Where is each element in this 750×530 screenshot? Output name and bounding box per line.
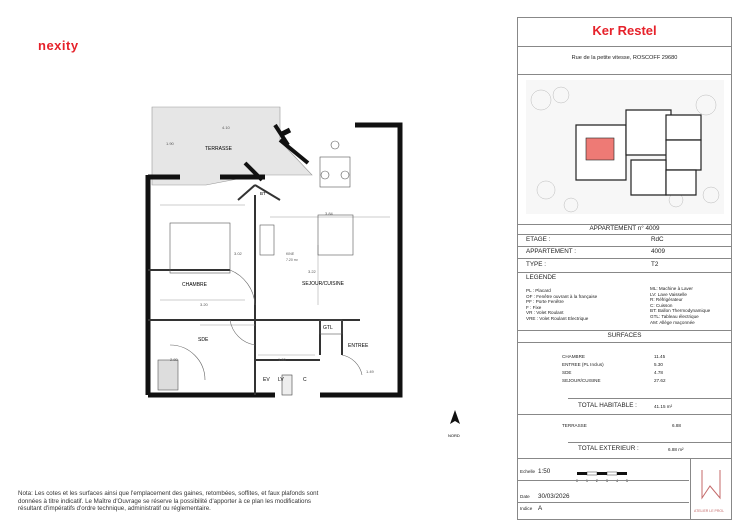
legend-item: ML: Machine à Laver <box>650 286 693 291</box>
legend-item: C: Cuisson <box>650 302 673 308</box>
north-arrow-icon <box>450 410 460 424</box>
echelle-label: Echelle <box>520 469 536 474</box>
apartment-highlight <box>586 138 614 160</box>
surface-value: 11.45 <box>654 354 666 359</box>
info-value: 4009 <box>651 248 666 255</box>
dim-entree-width: 1.49 <box>366 369 374 374</box>
legend-item: LV: Lave Vaisselle <box>650 291 687 297</box>
surface-value: 5.30 <box>654 362 663 367</box>
nexity-logo: nexity <box>38 38 79 53</box>
disclaimer-note: Nota: Les cotes et les surfaces ainsi que l'emplacement des gaines, retombées, soffites, et faux plafonds sont données à titre indicatif. Le Maître d'Ouvrage se réserve la possibilité d'apporter à ce plan les modifications résultant d'impératifs d'ordre technique, administratif ou réglementaire. <box>18 490 319 513</box>
room-c: C <box>303 377 307 383</box>
surface-label: SEJOUR/CUISINE <box>562 378 601 383</box>
surfaces-title: SURFACES <box>607 332 642 339</box>
indice-label: Indice <box>520 506 533 511</box>
info-label: APPARTEMENT : <box>526 248 577 255</box>
room-gtl: GTL <box>323 325 333 331</box>
total-habitable-label: TOTAL HABITABLE : <box>578 402 637 409</box>
scale-mark: 1 <box>586 479 588 483</box>
surface-label: ENTREE (PL Inclus) <box>562 362 604 367</box>
total-exterieur-value: 6.88 m² <box>668 447 684 452</box>
room-bt: BT <box>260 191 266 196</box>
indice-value: A <box>538 505 543 512</box>
room-ev: EV <box>263 377 270 383</box>
legend-title: LEGENDE <box>526 274 557 281</box>
scale-mark: 3 <box>606 479 608 483</box>
legend-item: PF : Porte Fenêtre <box>526 299 564 305</box>
info-label: TYPE : <box>526 261 546 268</box>
dim-sejour-width: 3.84 <box>325 211 333 216</box>
dim-terrasse-width: 4.10 <box>222 125 230 130</box>
legend-item: GTL: Tableau électrique <box>650 313 699 319</box>
date-value: 30/03/2026 <box>538 493 570 500</box>
room-terrasse: TERRASSE <box>205 146 232 152</box>
floor-plan <box>130 105 475 455</box>
legend-right <box>650 286 730 325</box>
dim-chambre-width: 3.20 <box>200 302 208 307</box>
dim-sejour-depth: 3.22 <box>308 269 316 274</box>
legend-item: BT: Ballon Thermodynamique <box>650 308 711 314</box>
room-lv: LV <box>278 377 284 383</box>
scale-mark: 4 <box>616 479 618 483</box>
exterior-value: 6.88 <box>672 423 681 428</box>
legend-item: R: Réfrigérateur <box>650 297 683 303</box>
info-value: T2 <box>651 261 659 268</box>
total-exterieur-label: TOTAL EXTERIEUR : <box>578 445 639 452</box>
total-habitable-value: 41.15 m² <box>654 404 673 409</box>
dim-sde-bottom: 1.80 <box>278 357 286 362</box>
room-sde: SDE <box>198 337 209 343</box>
north-label: NORD <box>448 433 460 438</box>
dim-terrasse-depth: 1.90 <box>166 141 174 146</box>
info-label: ETAGE : <box>526 236 551 243</box>
legend-item: OF : Fenêtre ouvrant à la française <box>526 293 598 299</box>
surface-value: 4.78 <box>654 370 663 375</box>
scale-bar <box>576 471 636 485</box>
info-panel <box>517 17 732 520</box>
dim-chambre-depth: 3.02 <box>234 251 242 256</box>
project-title: Ker Restel <box>592 23 657 38</box>
site-plan-map <box>526 80 724 214</box>
apartment-heading: APPARTEMENT n° 4009 <box>589 225 660 232</box>
legend-item: PL : Placard <box>526 288 551 293</box>
room-entree: ENTREE <box>348 343 369 349</box>
kitchen-label: KINE <box>286 252 295 256</box>
architect-logo-icon <box>698 466 726 506</box>
scale-mark: 0 <box>576 479 578 483</box>
legend-item: VRE : Volet Roulant Electrique <box>526 315 589 321</box>
legend-left <box>526 288 621 322</box>
exterior-label: TERRASSE <box>562 423 587 428</box>
kitchen-area: 7.20 m² <box>286 258 298 262</box>
room-chambre: CHAMBRE <box>182 282 208 288</box>
info-value: RdC <box>651 236 664 243</box>
architect-name: ATELIER LE PROL <box>694 509 725 513</box>
surface-label: SDE <box>562 370 572 375</box>
scale-mark: 5 <box>626 479 628 483</box>
dim-sde-width: 2.80 <box>170 357 178 362</box>
room-sejour: SEJOUR/CUISINE <box>302 281 344 287</box>
date-label: Date <box>520 494 530 499</box>
surface-value: 27.62 <box>654 378 666 383</box>
legend-item: VR : Volet Roulant <box>526 310 564 316</box>
project-address: Rue de la petite vitesse, ROSCOFF 29680 <box>571 55 678 61</box>
echelle-value: 1:50 <box>538 468 551 475</box>
surface-label: CHAMBRE <box>562 354 585 359</box>
legend-item: F : Fixe <box>526 304 542 310</box>
scale-mark: 2 <box>596 479 598 483</box>
legend-item: AM: Allège maçonnée <box>650 319 695 325</box>
